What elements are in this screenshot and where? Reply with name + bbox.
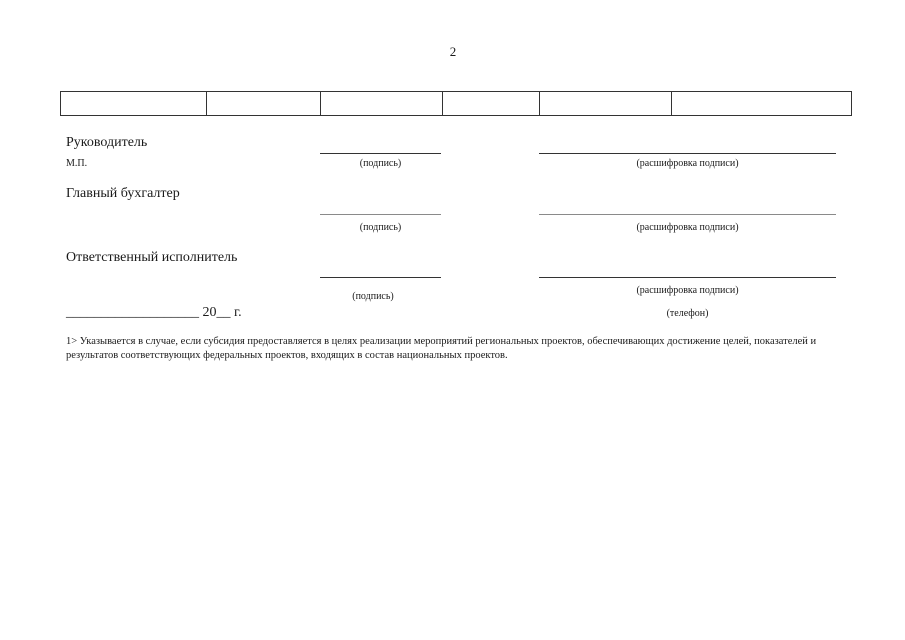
table-row (60, 91, 852, 116)
table-cell-divider (539, 92, 540, 115)
head-decoding-caption: (расшифровка подписи) (636, 158, 739, 169)
chief-accountant-decoding-line (539, 214, 836, 215)
table-cell-divider (206, 92, 207, 115)
executor-phone-caption: (телефон) (666, 308, 709, 319)
chief-accountant-title: Главный бухгалтер (66, 186, 180, 201)
footnote: 1> Указывается в случае, если субсидия предоставляется в целях реализации мероприятий региональных проектов, обеспечивающих достижение целей, показателей и результатов соответствующих федеральных проектов, входящих в состав национальных проектов. (66, 336, 817, 361)
head-title: Руководитель (66, 135, 148, 150)
head-decoding-line (539, 153, 836, 154)
chief-accountant-decoding-caption: (расшифровка подписи) (636, 222, 739, 233)
date-line: ___________________ 20__ г. (66, 305, 242, 320)
table-cell-divider (671, 92, 672, 115)
head-signature-line (320, 153, 441, 154)
executor-signature-line (320, 277, 441, 278)
stamp-note: М.П. (66, 158, 88, 169)
executor-decoding-line (539, 277, 836, 278)
chief-accountant-signature-caption: (подпись) (359, 222, 402, 233)
page-number: 2 (449, 44, 457, 59)
executor-title: Ответственный исполнитель (66, 250, 238, 265)
head-signature-caption: (подпись) (359, 158, 402, 169)
table-cell-divider (442, 92, 443, 115)
chief-accountant-signature-line (320, 214, 441, 215)
table-cell-divider (320, 92, 321, 115)
executor-signature-caption: (подпись) (352, 291, 394, 302)
executor-decoding-caption: (расшифровка подписи) (636, 285, 739, 296)
